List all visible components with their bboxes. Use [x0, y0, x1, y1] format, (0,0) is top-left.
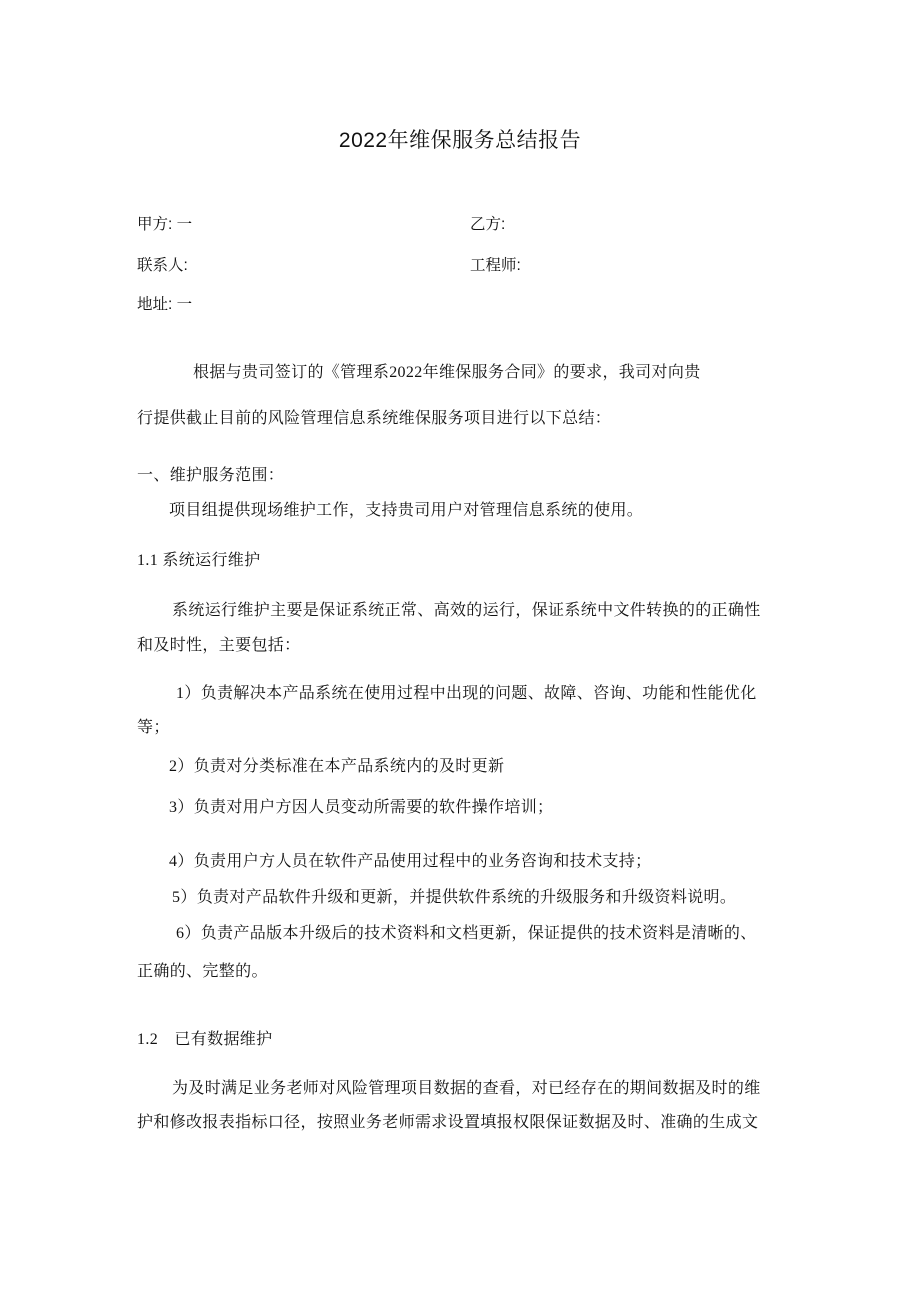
section-1-2-heading: 1.2 已有数据维护 [137, 1031, 273, 1048]
list-item-2: 2）负责对分类标准在本产品系统内的及时更新 [169, 758, 505, 775]
party-a-field: 甲方: 一 [137, 216, 193, 233]
section-1-2-text-line-2: 护和修改报表指标口径，按照业务老师需求设置填报权限保证数据及时、准确的生成文 [137, 1114, 759, 1131]
list-item-5: 5）负责对产品软件升级和更新，并提供软件系统的升级服务和升级资料说明。 [172, 889, 737, 906]
section-1-2-text-line-1: 为及时满足业务老师对风险管理项目数据的查看，对已经存在的期间数据及时的维 [172, 1080, 761, 1097]
list-item-4: 4）负责用户方人员在软件产品使用过程中的业务咨询和技术支持； [169, 853, 652, 870]
contact-field: 联系人: [137, 257, 188, 274]
list-item-1: 1）负责解决本产品系统在使用过程中出现的问题、故障、咨询、功能和性能优化 [176, 685, 757, 702]
section-1-1-text-line-2: 和及时性，主要包括： [137, 637, 301, 654]
section-1-text: 项目组提供现场维护工作，支持贵司用户对管理信息系统的使用。 [169, 502, 644, 519]
document-title: 2022年维保服务总结报告 [338, 129, 582, 152]
list-item-1-continued: 等； [137, 719, 170, 736]
list-item-6-continued: 正确的、完整的。 [137, 963, 268, 980]
address-field: 地址: 一 [137, 296, 193, 313]
intro-line-1: 根据与贵司签订的《管理系2022年维保服务合同》的要求，我司对向贵 [193, 364, 701, 381]
list-item-6: 6）负责产品版本升级后的技术资料和文档更新，保证提供的技术资料是清晰的、 [176, 925, 757, 942]
list-item-3: 3）负责对用户方因人员变动所需要的软件操作培训； [169, 799, 554, 816]
engineer-field: 工程师: [470, 257, 521, 274]
intro-line-2: 行提供截止目前的风险管理信息系统维保服务项目进行以下总结： [137, 410, 612, 427]
party-b-field: 乙方: [470, 216, 506, 233]
section-1-1-heading: 1.1 系统运行维护 [137, 552, 261, 569]
section-1-1-text-line-1: 系统运行维护主要是保证系统正常、高效的运行，保证系统中文件转换的的正确性 [172, 602, 761, 619]
section-1-heading: 一、维护服务范围： [137, 467, 285, 484]
